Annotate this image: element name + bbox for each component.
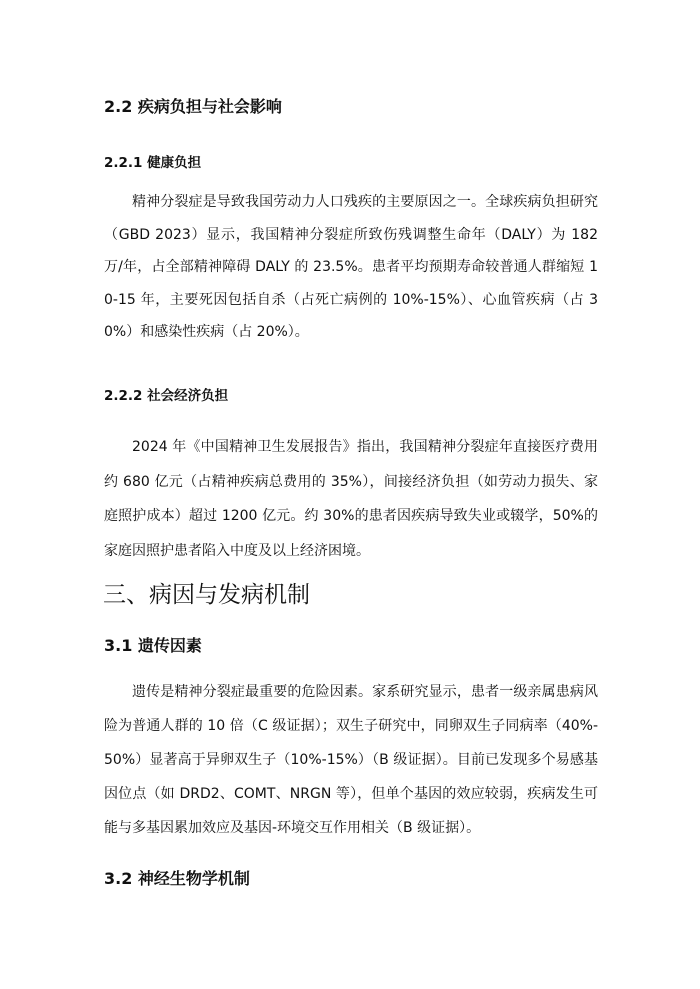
section-heading-3-2: 3.2 神经生物学机制: [104, 869, 250, 888]
section-heading-3-1: 3.1 遗传因素: [104, 636, 202, 655]
subsection-heading-2-2-1: 2.2.1 健康负担: [104, 155, 202, 171]
socioeconomic-burden-paragraph: 2024 年《中国精神卫生发展报告》指出，我国精神分裂症年直接医疗费用约 680 亿元（占精神疾病总费用的 35%），间接经济负担（如劳动力损失、家庭照护成本）超过 1200 亿元。约 30%的患者因疾病导致失业或辍学，50%的家庭因照护患者陷入中度及以上经济困境。: [104, 439, 598, 559]
chapter-heading-3: 三、病因与发病机制: [103, 582, 310, 608]
health-burden-paragraph: 精神分裂症是导致我国劳动力人口残疾的主要原因之一。全球疾病负担研究（GBD 2023）显示，我国精神分裂症所致伤残调整生命年（DALY）为 182 万/年，占全部精神障碍 DALY 的 23.5%。患者平均预期寿命较普通人群缩短 10-15 年，主要死因包括自杀（占死亡病例的 10%-15%）、心血管疾病（占 30%）和感染性疾病（占 20%）。: [104, 194, 598, 340]
section-heading-2-2: 2.2 疾病负担与社会影响: [104, 97, 282, 116]
subsection-heading-2-2-2: 2.2.2 社会经济负担: [104, 388, 229, 404]
genetic-factors-paragraph: 遗传是精神分裂症最重要的危险因素。家系研究显示，患者一级亲属患病风险为普通人群的 10 倍（C 级证据）；双生子研究中，同卵双生子同病率（40%-50%）显著高于异卵双生子（10%-15%）（B 级证据）。目前已发现多个易感基因位点（如 DRD2、COMT、NRGN 等），但单个基因的效应较弱，疾病发生可能与多基因累加效应及基因-环境交互作用相关（B 级证据）。: [104, 684, 598, 836]
